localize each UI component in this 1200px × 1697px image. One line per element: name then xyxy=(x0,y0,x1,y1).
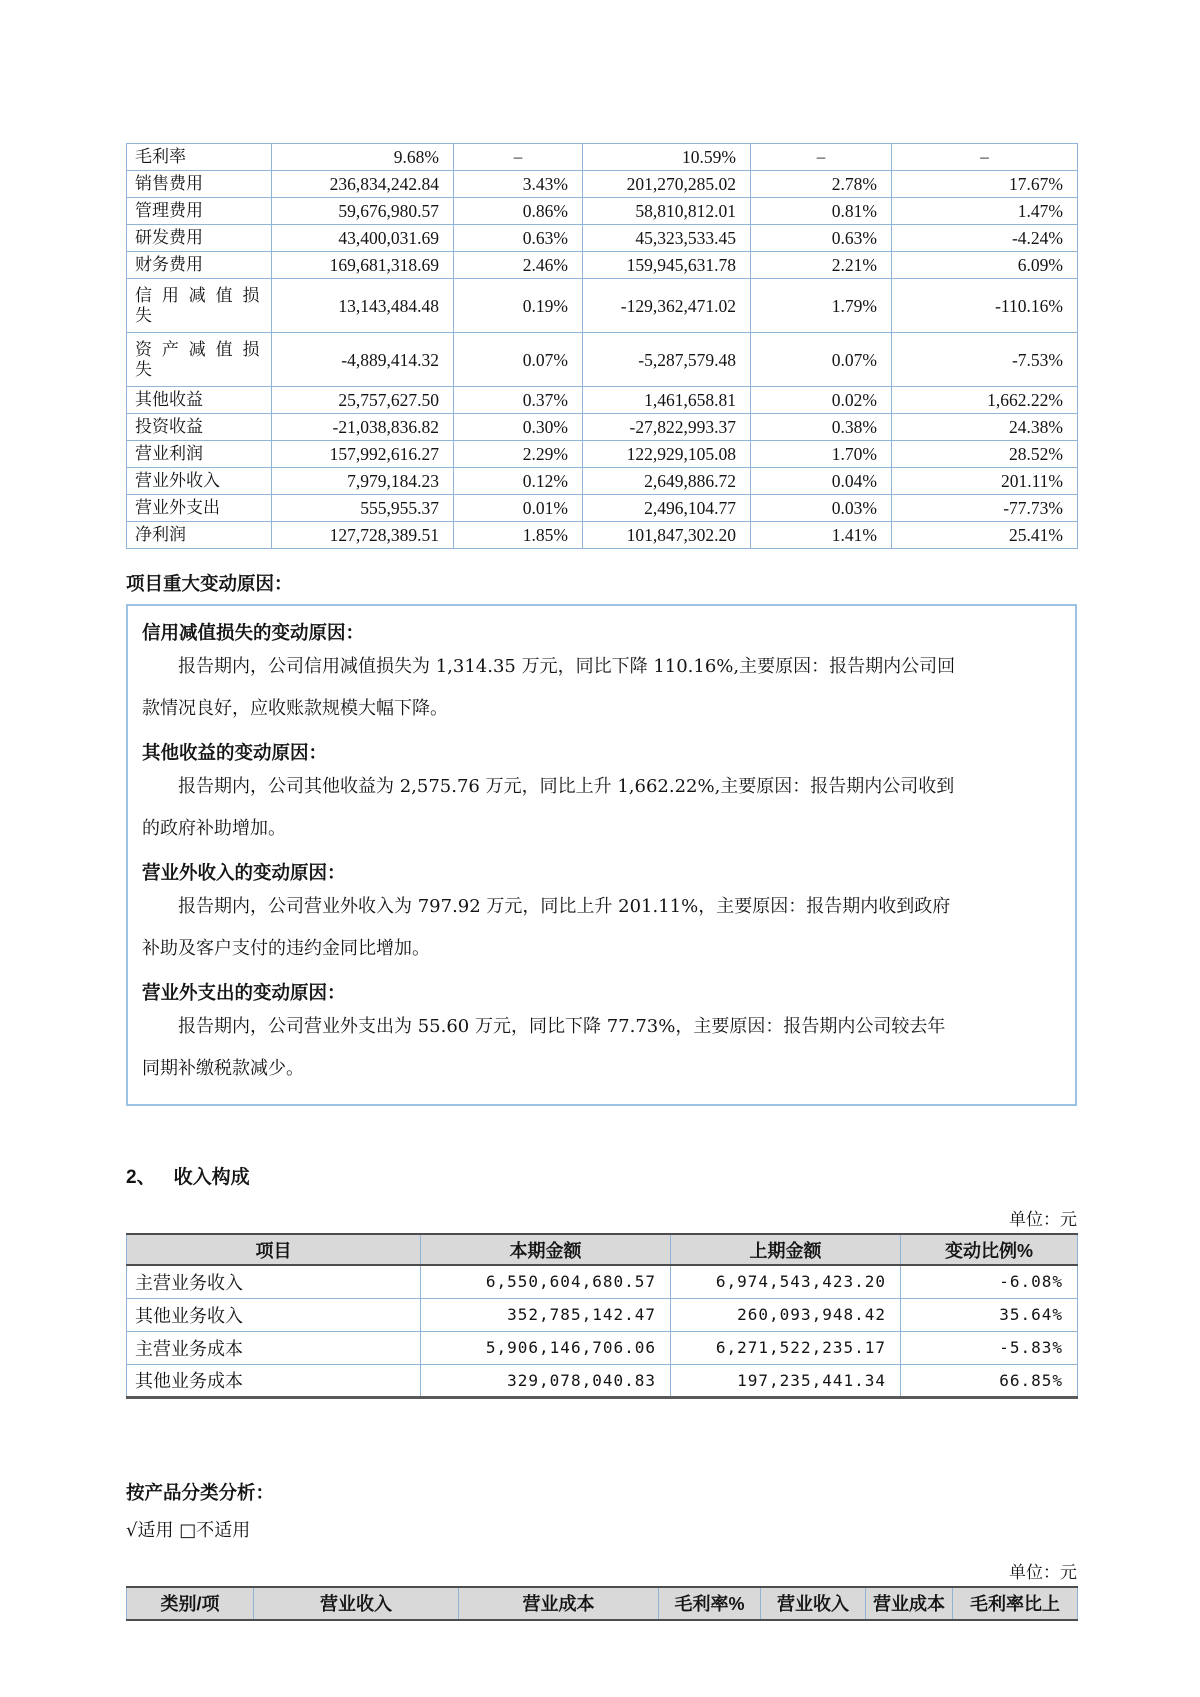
cell-item-name: 管理费用 xyxy=(127,198,272,225)
cell-change-percent: -7.53% xyxy=(892,333,1078,387)
table-row xyxy=(127,144,1078,171)
cell-current-percent: 3.43% xyxy=(454,171,583,198)
cell-current-amount: 9.68% xyxy=(272,144,454,171)
cell-previous-percent: 1.79% xyxy=(751,279,892,333)
cell-value: 329,078,040.83 xyxy=(421,1364,671,1397)
cell-previous-percent: 0.03% xyxy=(751,495,892,522)
cell-change-percent: -77.73% xyxy=(892,495,1078,522)
table-row xyxy=(127,1298,1078,1331)
cell-previous-amount: 201,270,285.02 xyxy=(583,171,751,198)
cell-value: 260,093,948.42 xyxy=(671,1298,901,1331)
cell-previous-percent: 1.41% xyxy=(751,522,892,549)
cell-previous-amount: 159,945,631.78 xyxy=(583,252,751,279)
cell-previous-percent: 0.04% xyxy=(751,468,892,495)
cell-previous-amount: -129,362,471.02 xyxy=(583,279,751,333)
cell-item-name: 研发费用 xyxy=(127,225,272,252)
cell-current-percent: 0.86% xyxy=(454,198,583,225)
reason-text-line: 报告期内，公司信用减值损失为 1,314.35 万元，同比下降 110.16%,主要原因：报告期内公司回 xyxy=(178,656,956,677)
cell-value: 35.64% xyxy=(901,1298,1078,1331)
cell-previous-percent: 2.21% xyxy=(751,252,892,279)
cell-previous-percent: 0.63% xyxy=(751,225,892,252)
cell-current-amount: 236,834,242.84 xyxy=(272,171,454,198)
cell-previous-amount: 1,461,658.81 xyxy=(583,387,751,414)
cell-value: 6,974,543,423.20 xyxy=(671,1265,901,1298)
table-row xyxy=(127,279,1078,333)
reason-text-line: 同期补缴税款减少。 xyxy=(142,1058,304,1079)
table-row xyxy=(127,495,1078,522)
product-table-header xyxy=(127,1587,1078,1620)
column-header: 营业收入 xyxy=(761,1587,866,1620)
cell-change-percent: -110.16% xyxy=(892,279,1078,333)
cell-current-percent: 2.29% xyxy=(454,441,583,468)
income-section-title xyxy=(126,1162,1077,1189)
cell-value: 5,906,146,706.06 xyxy=(421,1331,671,1364)
income-table-header xyxy=(127,1234,1078,1265)
cell-previous-amount: 2,649,886.72 xyxy=(583,468,751,495)
cell-item-name: 投资收益 xyxy=(127,414,272,441)
cell-current-percent: 0.12% xyxy=(454,468,583,495)
cell-current-percent: 0.07% xyxy=(454,333,583,387)
reason-text-line: 报告期内，公司营业外收入为 797.92 万元，同比上升 201.11%，主要原因：报告期内收到政府 xyxy=(178,896,951,917)
expense-profit-table-body xyxy=(127,144,1078,549)
reason-heading: 信用减值损失的变动原因： xyxy=(142,622,365,643)
cell-value: 197,235,441.34 xyxy=(671,1364,901,1397)
cell-current-amount: -4,889,414.32 xyxy=(272,333,454,387)
cell-previous-percent: 2.78% xyxy=(751,171,892,198)
cell-change-percent: 17.67% xyxy=(892,171,1078,198)
cell-previous-amount: 45,323,533.45 xyxy=(583,225,751,252)
cell-change-percent: 1,662.22% xyxy=(892,387,1078,414)
table-row xyxy=(127,441,1078,468)
column-header: 毛利率比上 xyxy=(953,1587,1078,1620)
cell-current-amount: 13,143,484.48 xyxy=(272,279,454,333)
cell-current-amount: -21,038,836.82 xyxy=(272,414,454,441)
product-unit-label: 单位：元 xyxy=(1009,1562,1077,1583)
income-header-row xyxy=(127,1234,1078,1265)
cell-change-percent: -4.24% xyxy=(892,225,1078,252)
reason-heading: 营业外支出的变动原因： xyxy=(142,982,346,1003)
cell-current-percent: 0.30% xyxy=(454,414,583,441)
table-row xyxy=(127,468,1078,495)
cell-change-percent: 25.41% xyxy=(892,522,1078,549)
product-header-row xyxy=(127,1587,1078,1620)
table-row xyxy=(127,1364,1078,1397)
cell-item-name: 毛利率 xyxy=(127,144,272,171)
expense-profit-table xyxy=(126,143,1078,549)
table-row xyxy=(127,225,1078,252)
table-row xyxy=(127,1265,1078,1298)
cell-item-name: 资产减值损失 xyxy=(127,333,272,387)
column-header: 上期金额 xyxy=(671,1234,901,1265)
table-row xyxy=(127,1331,1078,1364)
cell-current-percent: 0.01% xyxy=(454,495,583,522)
cell-previous-percent: 0.38% xyxy=(751,414,892,441)
cell-current-amount: 157,992,616.27 xyxy=(272,441,454,468)
column-header: 营业成本 xyxy=(459,1587,659,1620)
reason-text-line: 报告期内，公司营业外支出为 55.60 万元，同比下降 77.73%，主要原因：报告期内公司较去年 xyxy=(178,1016,946,1037)
cell-item-name: 营业利润 xyxy=(127,441,272,468)
cell-previous-amount: 2,496,104.77 xyxy=(583,495,751,522)
income-unit-label: 单位：元 xyxy=(1009,1210,1077,1230)
reasons-section-title: 项目重大变动原因： xyxy=(126,573,293,594)
cell-change-percent: – xyxy=(892,144,1078,171)
cell-change-percent: 1.47% xyxy=(892,198,1078,225)
cell-current-percent: – xyxy=(454,144,583,171)
column-header: 变动比例% xyxy=(901,1234,1078,1265)
cell-change-percent: 201.11% xyxy=(892,468,1078,495)
product-analysis-table xyxy=(126,1586,1078,1621)
cell-current-percent: 2.46% xyxy=(454,252,583,279)
cell-change-percent: 6.09% xyxy=(892,252,1078,279)
cell-item-name: 净利润 xyxy=(127,522,272,549)
cell-value: 6,550,604,680.57 xyxy=(421,1265,671,1298)
cell-value: 66.85% xyxy=(901,1364,1078,1397)
reason-text-line: 的政府补助增加。 xyxy=(142,818,286,839)
income-table-body xyxy=(127,1265,1078,1397)
reason-text-line: 补助及客户支付的违约金同比增加。 xyxy=(142,938,430,959)
reason-heading: 其他收益的变动原因： xyxy=(142,742,328,763)
cell-value: 352,785,142.47 xyxy=(421,1298,671,1331)
cell-previous-amount: 58,810,812.01 xyxy=(583,198,751,225)
table-row xyxy=(127,171,1078,198)
cell-item-name: 其他业务成本 xyxy=(127,1364,421,1397)
column-header: 项目 xyxy=(127,1234,421,1265)
cell-item-name: 营业外支出 xyxy=(127,495,272,522)
reason-text-line: 款情况良好，应收账款规模大幅下降。 xyxy=(142,698,448,719)
column-header: 本期金额 xyxy=(421,1234,671,1265)
column-header: 毛利率% xyxy=(659,1587,761,1620)
cell-item-name: 其他业务收入 xyxy=(127,1298,421,1331)
income-section-number: 2、 xyxy=(126,1167,156,1188)
cell-previous-percent: 0.07% xyxy=(751,333,892,387)
cell-item-name: 销售费用 xyxy=(127,171,272,198)
cell-previous-amount: -27,822,993.37 xyxy=(583,414,751,441)
income-composition-table xyxy=(126,1233,1078,1399)
cell-previous-percent: 1.70% xyxy=(751,441,892,468)
cell-current-amount: 169,681,318.69 xyxy=(272,252,454,279)
cell-previous-amount: 122,929,105.08 xyxy=(583,441,751,468)
cell-previous-amount: 10.59% xyxy=(583,144,751,171)
cell-change-percent: 24.38% xyxy=(892,414,1078,441)
table-row xyxy=(127,387,1078,414)
cell-item-name: 营业外收入 xyxy=(127,468,272,495)
cell-item-name: 其他收益 xyxy=(127,387,272,414)
cell-previous-percent: 0.02% xyxy=(751,387,892,414)
cell-current-amount: 43,400,031.69 xyxy=(272,225,454,252)
cell-current-percent: 1.85% xyxy=(454,522,583,549)
product-analysis-title: 按产品分类分析： xyxy=(126,1481,275,1503)
column-header: 营业收入 xyxy=(254,1587,459,1620)
cell-item-name: 财务费用 xyxy=(127,252,272,279)
cell-item-name: 信用减值损失 xyxy=(127,279,272,333)
reason-text-line: 报告期内，公司其他收益为 2,575.76 万元，同比上升 1,662.22%,主要原因：报告期内公司收到 xyxy=(178,776,955,797)
reasons-box xyxy=(126,604,1077,1106)
cell-change-percent: 28.52% xyxy=(892,441,1078,468)
cell-previous-amount: 101,847,302.20 xyxy=(583,522,751,549)
table-row xyxy=(127,252,1078,279)
cell-current-percent: 0.63% xyxy=(454,225,583,252)
cell-previous-percent: – xyxy=(751,144,892,171)
cell-value: -6.08% xyxy=(901,1265,1078,1298)
table-row xyxy=(127,198,1078,225)
cell-current-amount: 7,979,184.23 xyxy=(272,468,454,495)
cell-current-amount: 59,676,980.57 xyxy=(272,198,454,225)
column-header: 营业成本 xyxy=(866,1587,953,1620)
table-row xyxy=(127,522,1078,549)
applicable-checkline: √适用 □不适用 xyxy=(126,1519,251,1541)
cell-previous-amount: -5,287,579.48 xyxy=(583,333,751,387)
cell-current-percent: 0.19% xyxy=(454,279,583,333)
cell-value: 6,271,522,235.17 xyxy=(671,1331,901,1364)
cell-previous-percent: 0.81% xyxy=(751,198,892,225)
cell-item-name: 主营业务收入 xyxy=(127,1265,421,1298)
cell-item-name: 主营业务成本 xyxy=(127,1331,421,1364)
cell-value: -5.83% xyxy=(901,1331,1078,1364)
cell-current-percent: 0.37% xyxy=(454,387,583,414)
reason-heading: 营业外收入的变动原因： xyxy=(142,862,346,883)
cell-current-amount: 25,757,627.50 xyxy=(272,387,454,414)
cell-current-amount: 127,728,389.51 xyxy=(272,522,454,549)
income-section-label: 收入构成 xyxy=(173,1167,250,1188)
cell-current-amount: 555,955.37 xyxy=(272,495,454,522)
table-row xyxy=(127,414,1078,441)
table-row xyxy=(127,333,1078,387)
column-header: 类别/项 xyxy=(127,1587,254,1620)
